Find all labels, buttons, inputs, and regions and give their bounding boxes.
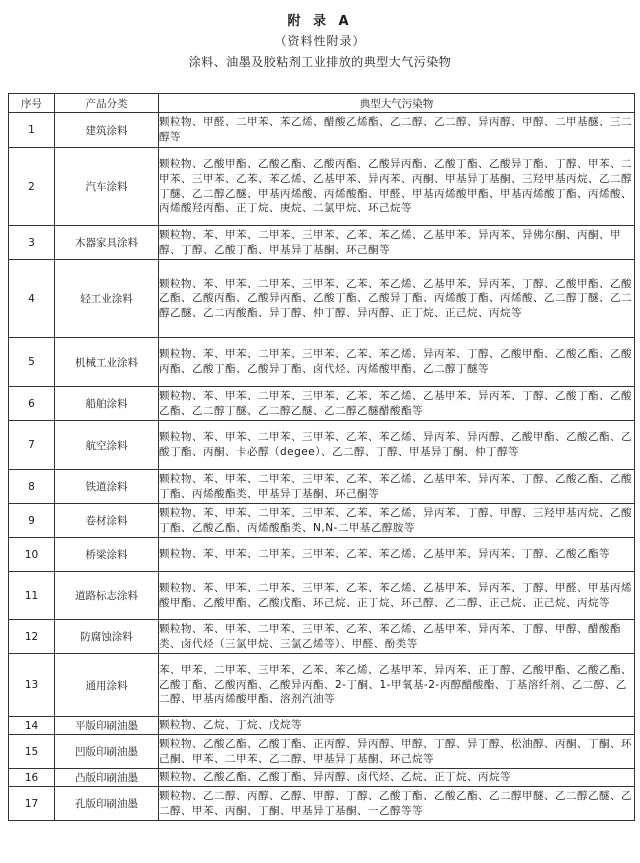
- row-seq: 13: [9, 654, 55, 717]
- row-seq: 8: [9, 470, 55, 504]
- column-header-category: 产品分类: [55, 94, 159, 113]
- row-seq: 1: [9, 113, 55, 148]
- row-seq: 12: [9, 620, 55, 654]
- table-row: [9, 787, 635, 821]
- table-row: [9, 572, 635, 620]
- row-category: 桥梁涂料: [55, 538, 159, 572]
- table-row: [9, 421, 635, 470]
- table-row: [9, 717, 635, 735]
- table-row: [9, 504, 635, 538]
- row-pollutants: 颗粒物、苯、甲苯、二甲苯、三甲苯、乙苯、苯乙烯、乙基甲苯、异丙苯、丁醇、乙酸甲酯、乙酸乙酯、乙酸丙酯、乙酸异丙酯、乙酸丁酯、乙酸异丁酯、丙烯酸丁酯、丙烯酸、乙二醇丁醚、乙二醇乙醚、乙二丙酸酯、异丁醇、仲丁醇、异丙醇、正丁烷、正己烷、丙烷等: [159, 260, 635, 338]
- table-row: [9, 538, 635, 572]
- row-seq: 7: [9, 421, 55, 470]
- row-category: 汽车涂料: [55, 148, 159, 226]
- row-category: 建筑涂料: [55, 113, 159, 148]
- table-row: [9, 620, 635, 654]
- row-pollutants: 颗粒物、苯、甲苯、二甲苯、三甲苯、乙苯、苯乙烯、乙基甲苯、异丙苯、丁醇、甲醇、醋酸酯类、卤代烃（三氯甲烷、三氯乙烯等）、甲醛、酚类等: [159, 620, 635, 654]
- row-category: 孔版印刷油墨: [55, 787, 159, 821]
- row-category: 轻工业涂料: [55, 260, 159, 338]
- column-header-pollutants: 典型大气污染物: [159, 94, 635, 113]
- row-pollutants: 颗粒物、苯、甲苯、二甲苯、三甲苯、乙苯、苯乙烯、异丙苯、丁醇、乙酸甲酯、乙酸乙酯、乙酸丙酯、乙酸丁酯、乙酸异丁酯、卤代烃、丙烯酸甲酯、乙二醇丁醚等: [159, 338, 635, 387]
- row-pollutants: 颗粒物、苯、甲苯、二甲苯、三甲苯、乙苯、苯乙烯、乙基甲苯、异丙苯、丁醇、乙酸乙酯等: [159, 538, 635, 572]
- row-pollutants: 颗粒物、甲醛、二甲苯、苯乙烯、醋酸乙烯酯、乙二醇、乙二醇、异丙醇、甲醇、二甲基醚、三二醇等: [159, 113, 635, 148]
- row-seq: 10: [9, 538, 55, 572]
- row-pollutants: 颗粒物、苯、甲苯、二甲苯、三甲苯、乙苯、苯乙烯、乙基甲苯、异丙苯、丁醇、甲醛、甲基丙烯酸甲酯、乙酸甲酯、乙酸戊酯、环己烷、正丁烷、环己醇、乙二醇、正己烷、正己烷、丙烷等: [159, 572, 635, 620]
- row-category: 防腐蚀涂料: [55, 620, 159, 654]
- table-row: [9, 226, 635, 260]
- appendix-subtitle: （资料性附录）: [274, 34, 366, 48]
- row-seq: 4: [9, 260, 55, 338]
- row-category: 平版印刷油墨: [55, 717, 159, 735]
- row-seq: 6: [9, 387, 55, 421]
- row-pollutants: 颗粒物、乙酸乙酯、乙酸丁酯、正丙醇、异丙醇、甲醇、丁醇、异丁醇、松油醇、丙酮、丁酮、环己酮、甲苯、二甲苯、乙二醇、甲基异丁基酮、环己烷等: [159, 735, 635, 769]
- table-row: [9, 470, 635, 504]
- pollutant-table: [8, 93, 635, 821]
- row-category: 船舶涂料: [55, 387, 159, 421]
- row-pollutants: 颗粒物、乙酸甲酯、乙酸乙酯、乙酸丙酯、乙酸异丙酯、乙酸丁酯、乙酸异丁酯、丁醇、甲苯、二甲苯、三甲苯、乙苯、苯乙烯、乙基甲苯、异丙苯、丙酮、甲基异丁基酮、三羟甲基丙烷、乙二醇丁醚、乙二醇乙醚、甲基丙烯酸、丙烯酸酯、甲醛、甲基丙烯酸甲酯、甲基丙烯酸丁酯、丙烯酸、丙烯酸羟丙酯、正丁烷、庚烷、二氯甲烷、环己烷等: [159, 148, 635, 226]
- row-pollutants: 苯、甲苯、二甲苯、三甲苯、乙苯、苯乙烯、乙基甲苯、异丙苯、正丁醇、乙酸甲酯、乙酸乙酯、乙酸丁酯、乙酸丙酯、乙酸异丙酯、2-丁酮、1-甲氧基-2-丙醇醋酸酯、丁基溶纤剂、乙二醇、乙二醇、甲基丙烯酸甲酯、溶剂汽油等: [159, 654, 635, 717]
- table-row: [9, 260, 635, 338]
- row-category: 凸版印刷油墨: [55, 769, 159, 787]
- row-seq: 16: [9, 769, 55, 787]
- row-seq: 5: [9, 338, 55, 387]
- row-category: 铁道涂料: [55, 470, 159, 504]
- row-category: 凹版印刷油墨: [55, 735, 159, 769]
- row-pollutants: 颗粒物、苯、甲苯、二甲苯、三甲苯、乙苯、苯乙烯、乙基甲苯、异丙苯、丁醇、乙酸乙酯、乙酸丁酯、丙烯酸酯类、甲基异丁基酮、环己酮等: [159, 470, 635, 504]
- row-pollutants: 颗粒物、乙二醇、丙醇、乙醇、甲醇、丁醇、乙酸丁酯、乙酸乙酯、乙二醇甲醚、乙二醇乙醚、乙二醇、甲苯、丙酮、丁酮、甲基异丁基酮、一乙醇等等: [159, 787, 635, 821]
- row-category: 航空涂料: [55, 421, 159, 470]
- row-pollutants: 颗粒物、苯、甲苯、二甲苯、三甲苯、乙苯、苯乙烯、异丙苯、丁醇、甲醇、三羟甲基丙烷、乙酸丁酯、乙酸乙酯、丙烯酸酯类、N,N-二甲基乙醇胺等: [159, 504, 635, 538]
- table-row: [9, 387, 635, 421]
- table-row: [9, 735, 635, 769]
- appendix-header: [0, 0, 640, 92]
- row-pollutants: 颗粒物、苯、甲苯、二甲苯、三甲苯、乙苯、苯乙烯、乙基甲苯、异丙苯、丁醇、乙酸丁酯、乙酸乙酯、乙二醇丁醚、乙二醇乙醚、乙二醇乙醚醋酸酯等: [159, 387, 635, 421]
- row-seq: 2: [9, 148, 55, 226]
- row-category: 机械工业涂料: [55, 338, 159, 387]
- table-header-row: [9, 94, 635, 113]
- row-category: 木器家具涂料: [55, 226, 159, 260]
- row-seq: 17: [9, 787, 55, 821]
- row-category: 卷材涂料: [55, 504, 159, 538]
- row-seq: 9: [9, 504, 55, 538]
- row-pollutants: 颗粒物、乙酸乙酯、乙酸丁酯、异丙醇、卤代烃、乙烷、正丁烷、丙烷等: [159, 769, 635, 787]
- table-row: [9, 338, 635, 387]
- table-body: [9, 113, 635, 821]
- table-row: [9, 769, 635, 787]
- row-category: 通用涂料: [55, 654, 159, 717]
- row-seq: 15: [9, 735, 55, 769]
- row-pollutants: 颗粒物、苯、甲苯、二甲苯、三甲苯、乙苯、苯乙烯、异丙苯、异丙醇、乙酸甲酯、乙酸乙酯、乙酸丁酯、丙酮、卡必醇（degee）、乙二醇、丁醇、甲基异丁酮、仲丁醇等: [159, 421, 635, 470]
- table-row: [9, 654, 635, 717]
- column-header-seq: 序号: [9, 94, 55, 113]
- row-seq: 11: [9, 572, 55, 620]
- row-seq: 14: [9, 717, 55, 735]
- row-category: 道路标志涂料: [55, 572, 159, 620]
- table-caption: 涂料、油墨及胶粘剂工业排放的典型大气污染物: [188, 55, 452, 69]
- row-seq: 3: [9, 226, 55, 260]
- row-pollutants: 颗粒物、乙烷、丁烷、戊烷等: [159, 717, 635, 735]
- appendix-title: 附 录 A: [287, 14, 353, 29]
- table-row: [9, 148, 635, 226]
- row-pollutants: 颗粒物、苯、甲苯、二甲苯、三甲苯、乙苯、苯乙烯、乙基甲苯、异丙苯、异佛尔酮、丙酮、甲醇、丁醇、乙酸丁酯、甲基异丁基酮、环己酮等: [159, 226, 635, 260]
- table-row: [9, 113, 635, 148]
